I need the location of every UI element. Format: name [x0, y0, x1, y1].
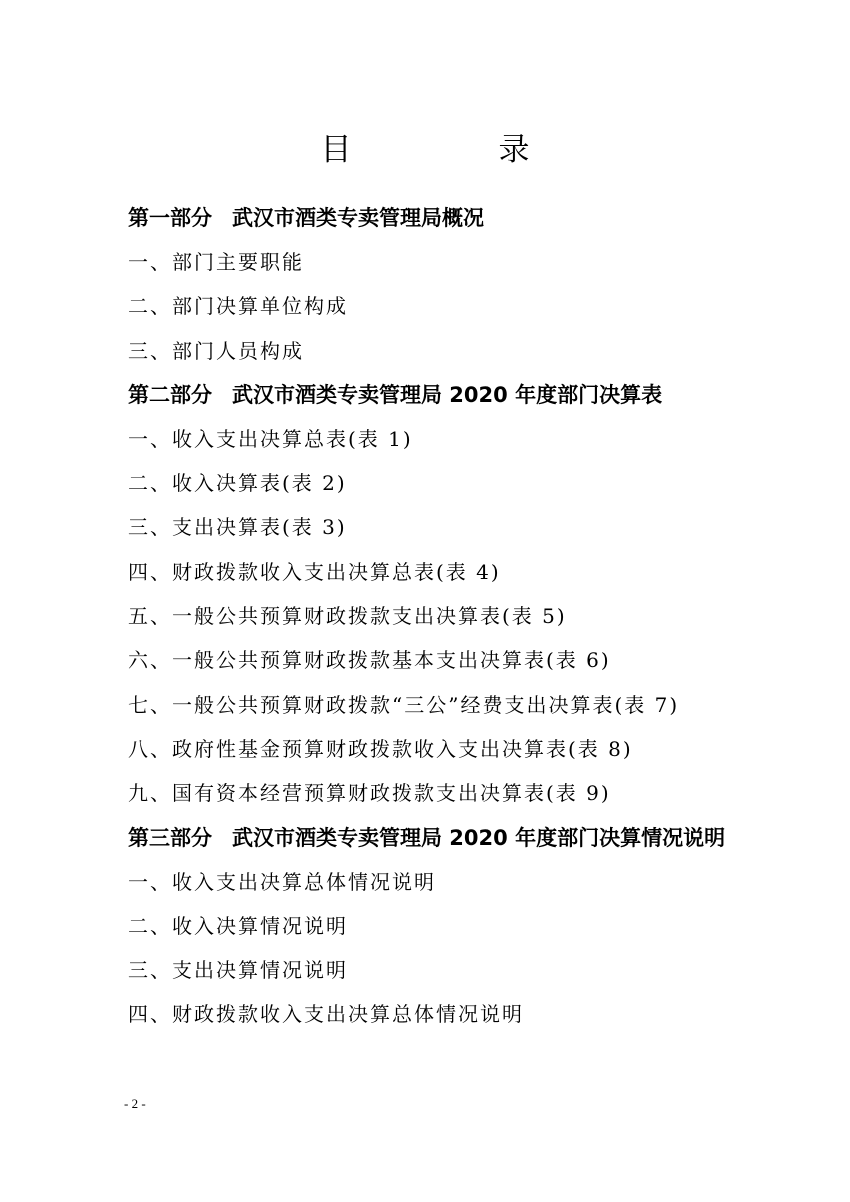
toc-part-3-label: 第三部分: [128, 825, 212, 850]
page-number: - 2 -: [124, 1096, 146, 1111]
page-title: 目 录: [320, 132, 588, 168]
toc-item[interactable]: 九、国有资本经营预算财政拨款支出决算表(表 9): [128, 781, 611, 806]
toc-part-3-heading[interactable]: [128, 816, 728, 860]
toc-part-2-label: 第二部分: [128, 382, 212, 407]
toc-item[interactable]: 二、收入决算表(表 2): [128, 471, 347, 496]
toc-item[interactable]: 二、部门决算单位构成: [128, 294, 348, 319]
toc-item[interactable]: 四、财政拨款收入支出决算总表(表 4): [128, 559, 501, 584]
toc-item[interactable]: 三、支出决算表(表 3): [128, 515, 347, 540]
toc-part-2-title: 武汉市酒类专卖管理局 2020 年度部门决算表: [232, 382, 663, 407]
toc-item[interactable]: 一、收入支出决算总表(表 1): [128, 426, 413, 451]
toc-item[interactable]: 八、政府性基金预算财政拨款收入支出决算表(表 8): [128, 736, 633, 761]
toc-item[interactable]: 七、一般公共预算财政拨款“三公”经费支出决算表(表 7): [128, 692, 680, 717]
toc-part-1-label: 第一部分: [128, 206, 212, 230]
toc-part-1-heading[interactable]: [128, 196, 768, 240]
toc-part-3-title: 武汉市酒类专卖管理局 2020 年度部门决算情况说明: [232, 825, 726, 850]
toc-item[interactable]: 一、部门主要职能: [128, 250, 304, 274]
toc-item[interactable]: 三、支出决算情况说明: [128, 958, 348, 983]
toc-item[interactable]: 四、财政拨款收入支出决算总体情况说明: [128, 1002, 524, 1027]
toc-item[interactable]: 二、收入决算情况说明: [128, 913, 348, 938]
toc-part-2-heading[interactable]: [128, 373, 768, 417]
toc-item[interactable]: 三、部门人员构成: [128, 338, 304, 363]
table-of-contents: [128, 196, 768, 1037]
toc-item[interactable]: 一、收入支出决算总体情况说明: [128, 869, 436, 894]
toc-item[interactable]: 六、一般公共预算财政拨款基本支出决算表(表 6): [128, 648, 611, 673]
toc-item[interactable]: 五、一般公共预算财政拨款支出决算表(表 5): [128, 604, 567, 629]
toc-part-1-title: 武汉市酒类专卖管理局概况: [232, 206, 484, 230]
